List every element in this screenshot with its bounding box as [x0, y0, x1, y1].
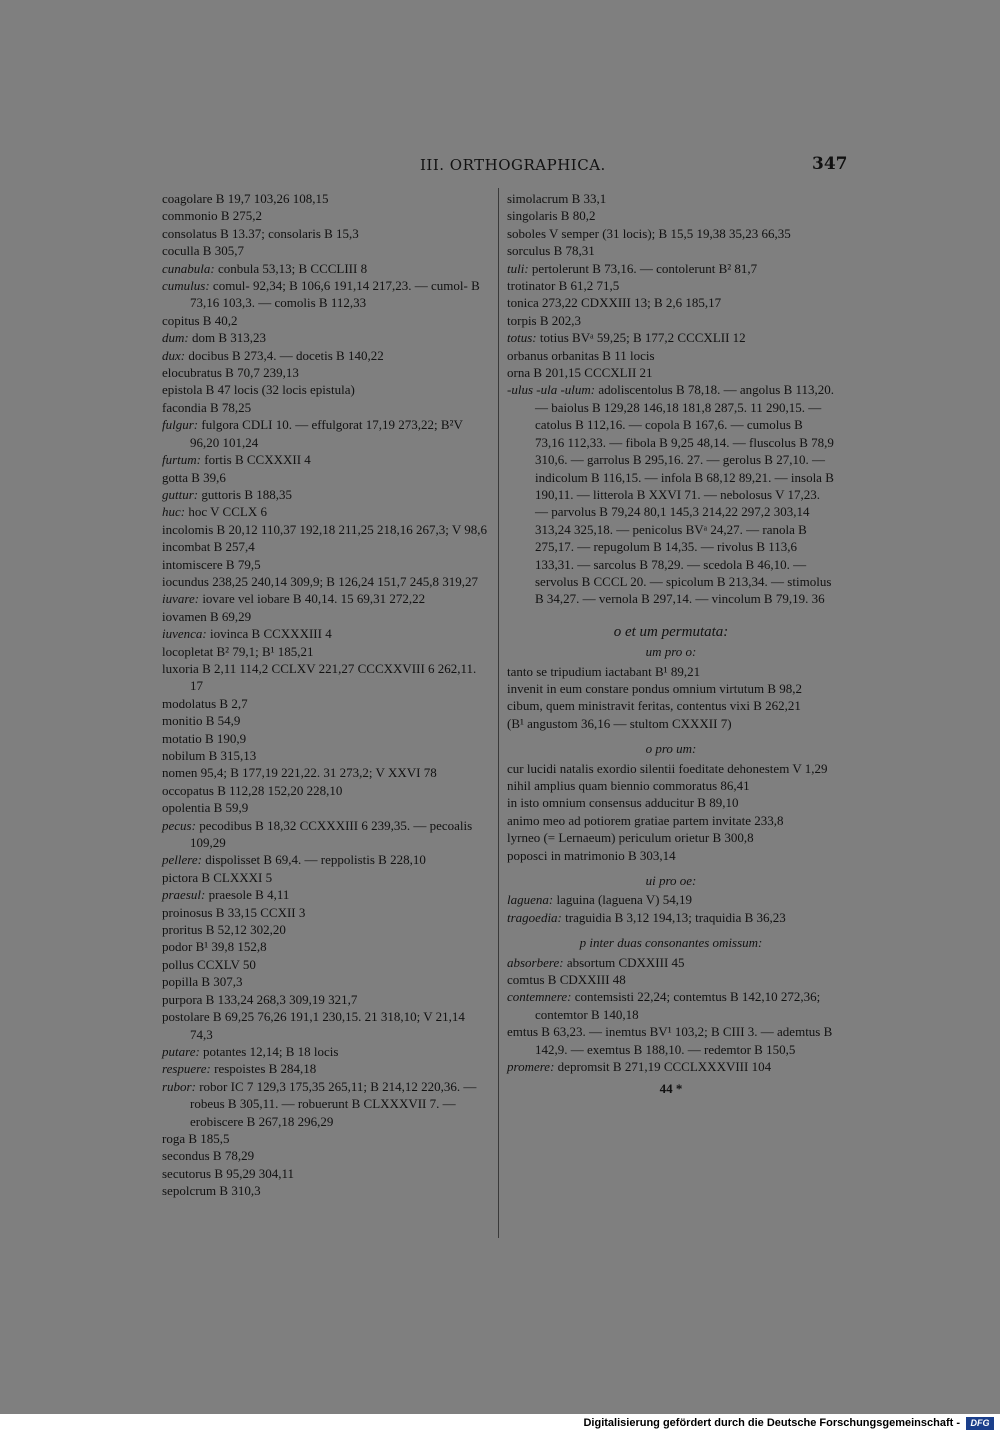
- index-entry: [507, 847, 835, 864]
- entry-text: guttoris B 188,35: [198, 486, 293, 502]
- index-entry: [507, 225, 835, 242]
- index-entry: [507, 312, 835, 329]
- entry-text: pictora B CLXXXI 5: [162, 869, 273, 885]
- index-entry: [162, 329, 487, 346]
- column-divider: [498, 188, 499, 1238]
- entry-lemma: tragoedia:: [507, 909, 562, 925]
- entry-text: roga B 185,5: [162, 1130, 230, 1146]
- entry-text: purpora B 133,24 268,3 309,19 321,7: [162, 991, 358, 1007]
- entry-text: intomiscere B 79,5: [162, 556, 261, 572]
- entry-lemma: iuvare:: [162, 591, 200, 607]
- index-entry: [162, 573, 487, 590]
- index-entry: [507, 794, 835, 811]
- entry-lemma: respuere:: [162, 1061, 211, 1077]
- entry-text: iovare vel iobare B 40,14. 15 69,31 272,22: [199, 591, 426, 607]
- entry-text: motatio B 190,9: [162, 730, 247, 746]
- index-entry: [162, 938, 487, 955]
- entry-text: invenit in eum constare pondus omnium virtutum B 98,2: [507, 680, 803, 696]
- entry-text: secondus B 78,29: [162, 1148, 255, 1164]
- entry-text: fulgora CDLI 10. — effulgorat 17,19 273,22; B²V 96,20 101,24: [190, 417, 463, 450]
- index-entry: [162, 643, 487, 660]
- index-entry: [507, 760, 835, 777]
- index-entry: [162, 364, 487, 381]
- index-entry: [162, 538, 487, 555]
- entry-text: fortis B CCXXXII 4: [201, 452, 311, 468]
- index-entry: [507, 364, 835, 381]
- entry-lemma: -ulus -ula -ulum:: [507, 382, 596, 398]
- entry-text: pertolerunt B 73,16. — contolerunt B² 81,7: [528, 260, 758, 276]
- footer-credit: Digitalisierung gefördert durch die Deutsche Forschungsgemeinschaft -: [583, 1417, 960, 1429]
- entry-text: consolatus B 13.37; consolaris B 15,3: [162, 225, 359, 241]
- entry-text: contemsisti 22,24; contemtus B 142,10 272,36; contemtor B 140,18: [535, 989, 821, 1022]
- index-entry: [162, 190, 487, 207]
- left-column: [162, 190, 487, 1200]
- entry-text: podor B¹ 39,8 152,8: [162, 939, 267, 955]
- entry-text: respoistes B 284,18: [210, 1061, 317, 1077]
- o-pro-um-entries: [507, 760, 835, 864]
- index-entry: [162, 1182, 487, 1199]
- index-entry: [507, 207, 835, 224]
- index-entry: [162, 469, 487, 486]
- entry-text: cur lucidi natalis exordio silentii foeditate dehonestem V 1,29: [507, 760, 828, 776]
- entry-lemma: furtum:: [162, 452, 201, 468]
- entry-text: incombat B 257,4: [162, 539, 255, 555]
- entry-text: pecodibus B 18,32 CCXXXIII 6 239,35. — pecoalis 109,29: [190, 817, 473, 851]
- entry-text: gotta B 39,6: [162, 469, 226, 485]
- index-entry: [162, 991, 487, 1008]
- index-entry: [162, 1078, 487, 1130]
- entry-text: poposci in matrimonio B 303,14: [507, 847, 676, 863]
- entry-text: coculla B 305,7: [162, 243, 244, 259]
- index-entry: [507, 909, 835, 926]
- entry-text: potantes 12,14; B 18 locis: [199, 1043, 339, 1059]
- entry-text: laguina (laguena V) 54,19: [553, 892, 692, 908]
- index-entry: [507, 1058, 835, 1075]
- signature-mark: 44 *: [659, 1080, 683, 1096]
- index-entry: [162, 381, 487, 398]
- index-entry: [162, 399, 487, 416]
- index-entry: [507, 812, 835, 829]
- entry-text: occopatus B 112,28 152,20 228,10: [162, 782, 343, 798]
- index-entry: [162, 921, 487, 938]
- index-entry: [162, 225, 487, 242]
- entry-text: in isto omnium consensus adducitur B 89,10: [507, 795, 739, 811]
- entry-text: lyrneo (= Lernaeum) periculum orietur B 300,8: [507, 830, 754, 846]
- index-entry: [162, 503, 487, 520]
- index-entry: [162, 207, 487, 224]
- footer-bar: [0, 1414, 1000, 1434]
- entry-lemma: putare:: [162, 1043, 200, 1059]
- index-entry: [162, 347, 487, 364]
- index-entry: [507, 954, 835, 971]
- entry-lemma: contemnere:: [507, 989, 572, 1005]
- entry-text: soboles V semper (31 locis); B 15,5 19,38 35,23 66,35: [507, 225, 791, 241]
- entry-text: totius BVᵃ 59,25; B 177,2 CCCXLII 12: [536, 330, 746, 346]
- entry-lemma: tuli:: [507, 260, 529, 276]
- index-entry: [162, 486, 487, 503]
- entry-lemma: laguena:: [507, 892, 554, 908]
- index-entry: [507, 1023, 835, 1058]
- entry-text: postolare B 69,25 76,26 191,1 230,15. 21 318,10; V 21,14 74,3: [162, 1009, 465, 1042]
- index-entry: [162, 869, 487, 886]
- entry-text: monitio B 54,9: [162, 713, 241, 729]
- entry-text: locopletat B² 79,1; B¹ 185,21: [162, 643, 314, 659]
- page-number: 347: [812, 154, 848, 174]
- entry-text: orbanus orbanitas B 11 locis: [507, 347, 655, 363]
- entry-text: proinosus B 33,15 CCXII 3: [162, 904, 306, 920]
- index-entry: [507, 260, 835, 277]
- entry-lemma: cunabula:: [162, 260, 215, 276]
- entry-text: comtus B CDXXIII 48: [507, 972, 626, 988]
- entry-lemma: absorbere:: [507, 954, 564, 970]
- entry-text: singolaris B 80,2: [507, 208, 596, 224]
- index-entry: [507, 190, 835, 207]
- entry-text: emtus B 63,23. — inemtus BV¹ 103,2; B CIII 3. — ademtus B 142,9. — exemtus B 188,10. — redemtor B 150,5: [507, 1024, 833, 1057]
- entry-text: traguidia B 3,12 194,13; traquidia B 36,23: [561, 909, 786, 925]
- index-entry: [162, 799, 487, 816]
- index-entry: [507, 715, 835, 732]
- entry-text: luxoria B 2,11 114,2 CCLXV 221,27 CCCXXVIII 6 262,11. 17: [162, 660, 477, 694]
- index-entry: [507, 329, 835, 346]
- index-entry: [507, 829, 835, 846]
- index-entry: [162, 1165, 487, 1182]
- index-entry: [507, 988, 835, 1023]
- index-entry: [162, 312, 487, 329]
- entry-lemma: promere:: [507, 1059, 555, 1075]
- entry-text: modolatus B 2,7: [162, 695, 248, 711]
- index-entry: [162, 277, 487, 312]
- entry-text: epistola B 47 locis (32 locis epistula): [162, 382, 355, 398]
- entry-text: popilla B 307,3: [162, 974, 243, 990]
- index-entry: [162, 851, 487, 868]
- section-title-permutata: o et um permutata:: [613, 623, 729, 640]
- index-entry: [162, 625, 487, 642]
- entry-text: iocundus 238,25 240,14 309,9; B 126,24 151,7 245,8 319,27: [162, 573, 478, 589]
- entry-text: copitus B 40,2: [162, 312, 238, 328]
- index-entry: [162, 608, 487, 625]
- index-entry: [507, 680, 835, 697]
- index-entry: [162, 260, 487, 277]
- index-entry: [507, 777, 835, 794]
- index-entry: [162, 556, 487, 573]
- entry-text: praesole B 4,11: [205, 887, 290, 903]
- subsection-title-o-pro-um: o pro um:: [645, 741, 697, 757]
- index-entry: [162, 695, 487, 712]
- index-entry: [507, 381, 835, 607]
- entry-text: pollus CCXLV 50: [162, 956, 256, 972]
- entry-text: commonio B 275,2: [162, 208, 263, 224]
- index-entry: [162, 1008, 487, 1043]
- entry-text: elocubratus B 70,7 239,13: [162, 365, 299, 381]
- index-entry: [507, 347, 835, 364]
- right-column: [507, 190, 835, 1097]
- entry-text: depromsit B 271,19 CCCLXXXVIII 104: [554, 1059, 772, 1075]
- entry-text: secutorus B 95,29 304,11: [162, 1165, 295, 1181]
- index-entry: [162, 973, 487, 990]
- entry-text: nobilum B 315,13: [162, 748, 257, 763]
- entry-text: robor IC 7 129,3 175,35 265,11; B 214,12 220,36. — robeus B 305,11. — robuerunt B CLXXXVII 7. — erobiscere B 267,18 296,29: [190, 1078, 477, 1129]
- entry-text: trotinator B 61,2 71,5: [507, 278, 620, 294]
- index-entry: [162, 782, 487, 799]
- index-entry: [162, 451, 487, 468]
- index-entry: [162, 1147, 487, 1164]
- entry-text: iovamen B 69,29: [162, 608, 252, 624]
- right-top-entries: [507, 190, 835, 608]
- entry-text: hoc V CCLX 6: [185, 504, 267, 520]
- index-entry: [507, 277, 835, 294]
- index-entry: [162, 956, 487, 973]
- um-pro-o-entries: [507, 663, 835, 733]
- entry-text: dispolisset B 69,4. — reppolistis B 228,10: [201, 852, 426, 868]
- section-title-p-inter: p inter duas consonantes omissum:: [579, 935, 763, 951]
- index-entry: [507, 971, 835, 988]
- entry-lemma: totus:: [507, 330, 537, 346]
- index-entry: [162, 242, 487, 259]
- entry-text: comul- 92,34; B 106,6 191,14 217,23. — cumol- B 73,16 103,3. — comolis B 112,33: [190, 278, 480, 311]
- entry-text: absortum CDXXIII 45: [563, 954, 685, 970]
- index-entry: [162, 590, 487, 607]
- p-inter-entries: [507, 954, 835, 1076]
- index-entry: [162, 747, 487, 764]
- entry-lemma: dum:: [162, 330, 189, 346]
- entry-text: proritus B 52,12 302,20: [162, 922, 286, 938]
- entry-text: nihil amplius quam biennio commoratus 86,41: [507, 778, 750, 793]
- index-entry: [162, 886, 487, 903]
- entry-text: iovinca B CCXXXIII 4: [206, 626, 332, 642]
- entry-text: coagolare B 19,7 103,26 108,15: [162, 191, 329, 206]
- ui-pro-oe-entries: [507, 891, 835, 926]
- entry-lemma: pellere:: [162, 852, 202, 868]
- subsection-title-um-pro-o: um pro o:: [645, 644, 697, 660]
- entry-text: facondia B 78,25: [162, 399, 252, 415]
- entry-text: (B¹ angustom 36,16 — stultom CXXXII 7): [507, 715, 732, 731]
- index-entry: [162, 521, 487, 538]
- entry-lemma: praesul:: [162, 887, 206, 903]
- entry-text: tonica 273,22 CDXXIII 13; B 2,6 185,17: [507, 295, 722, 311]
- index-entry: [507, 294, 835, 311]
- entry-text: opolentia B 59,9: [162, 800, 249, 816]
- entry-text: conbula 53,13; B CCCLIII 8: [214, 260, 368, 276]
- entry-lemma: guttur:: [162, 486, 199, 502]
- dfg-logo: DFG: [966, 1417, 994, 1430]
- index-entry: [162, 904, 487, 921]
- entry-lemma: dux:: [162, 347, 186, 363]
- index-entry: [162, 1130, 487, 1147]
- index-entry: [162, 817, 487, 852]
- index-entry: [507, 891, 835, 908]
- section-title-ui-pro-oe: ui pro oe:: [645, 873, 697, 889]
- entry-text: torpis B 202,3: [507, 312, 582, 328]
- index-entry: [162, 1043, 487, 1060]
- entry-text: sorculus B 78,31: [507, 243, 595, 259]
- entry-lemma: cumulus:: [162, 278, 210, 294]
- index-entry: [162, 764, 487, 781]
- entry-text: simolacrum B 33,1: [507, 191, 607, 206]
- entry-lemma: fulgur:: [162, 417, 199, 433]
- entry-text: cibum, quem ministravit feritas, contentus vixi B 262,21: [507, 698, 801, 714]
- entry-text: tanto se tripudium iactabant B¹ 89,21: [507, 663, 701, 679]
- entry-lemma: rubor:: [162, 1078, 196, 1094]
- entry-text: sepolcrum B 310,3: [162, 1183, 261, 1199]
- index-entry: [162, 730, 487, 747]
- index-entry: [507, 242, 835, 259]
- entry-text: dom B 313,23: [188, 330, 267, 346]
- index-entry: [162, 1060, 487, 1077]
- index-entry: [507, 663, 835, 680]
- entry-text: docibus B 273,4. — docetis B 140,22: [185, 347, 384, 363]
- index-entry: [162, 660, 487, 695]
- entry-text: incolomis B 20,12 110,37 192,18 211,25 218,16 267,3; V 98,6: [162, 521, 488, 537]
- entry-lemma: iuvenca:: [162, 626, 207, 642]
- index-entry: [507, 697, 835, 714]
- entry-text: orna B 201,15 CCCXLII 21: [507, 365, 653, 381]
- entry-lemma: pecus:: [162, 817, 196, 833]
- index-entry: [162, 712, 487, 729]
- entry-text: nomen 95,4; B 177,19 221,22. 31 273,2; V XXVI 78: [162, 765, 437, 781]
- entry-text: animo meo ad potiorem gratiae partem invitate 233,8: [507, 812, 784, 828]
- running-head: III. ORTHOGRAPHICA.: [420, 156, 606, 174]
- index-entry: [162, 416, 487, 451]
- entry-text: adoliscentolus B 78,18. — angolus B 113,20. — baiolus B 129,28 146,18 181,8 287,5. 11 290,15. — catolus B 112,16. — copola B 167,6. — cumolus B 73,16 112,33. — fibola B 9,25 48,14. — fluscolus B 78,9 310,6. — garrolus B 295,16. 27. — gerolus B 27,10. — indicolum B 116,15. — infola B 68,12 89,21. — insola B 190,11. — litterola B XXVI 71. — nebolosus V 17,23. — parvolus B 79,24 80,1 145,3 214,22 297,2 303,14 313,24 325,18. — penicolus BVᵃ 24,27. — ranola B 275,17. — repugolum B 14,35. — rivolus B 113,6 133,31. — sarcolus B 78,29. — scedola B 46,10. — servolus B CCCL 20. — spicolum B 213,34. — stimolus B 34,27. — vernola B 297,14. — vincolum B 79,19. 36: [535, 382, 835, 607]
- entry-lemma: huc:: [162, 504, 186, 520]
